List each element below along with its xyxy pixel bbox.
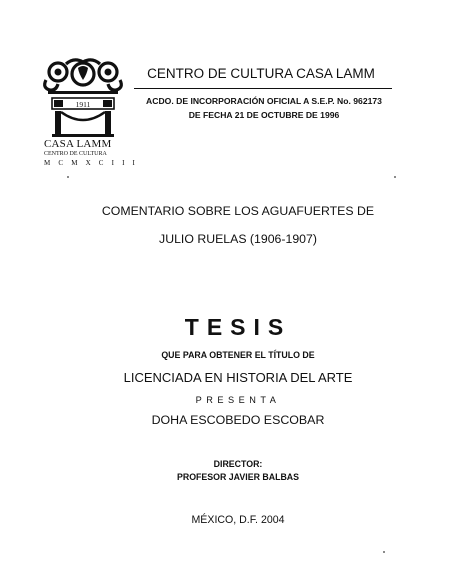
scan-speck	[394, 176, 396, 178]
header-divider	[134, 88, 392, 89]
place-and-date: MÉXICO, D.F. 2004	[191, 514, 285, 526]
director-name: PROFESOR JAVIER BALBAS	[176, 472, 300, 482]
accreditation-line-2: DE FECHA 21 DE OCTUBRE DE 1996	[188, 110, 340, 120]
director-label: DIRECTOR:	[213, 459, 263, 469]
degree-purpose: QUE PARA OBTENER EL TÍTULO DE	[161, 350, 315, 360]
accreditation-line-1: ACDO. DE INCORPORACIÓN OFICIAL A S.E.P. No. 962173	[146, 96, 382, 106]
presents-label: PRESENTA	[195, 395, 281, 405]
author-name: DOHA ESCOBEDO ESCOBAR	[151, 413, 325, 427]
scan-speck	[383, 551, 385, 553]
thesis-title-line-1: COMENTARIO SOBRE LOS AGUAFUERTES DE	[101, 204, 375, 218]
scan-speck	[67, 176, 69, 178]
institution-name: CENTRO DE CULTURA CASA LAMM	[147, 66, 375, 81]
casa-lamm-emblem-icon	[40, 58, 126, 138]
thesis-title-line-2: JULIO RUELAS (1906-1907)	[159, 232, 317, 246]
document-type-heading: TESIS	[184, 314, 292, 340]
logo-year: 1911	[75, 100, 91, 109]
degree-name: LICENCIADA EN HISTORIA DEL ARTE	[123, 370, 353, 385]
logo-roman-year: M C M X C I I I	[44, 159, 139, 167]
logo-name: CASA LAMM	[44, 138, 112, 150]
logo-subtitle: CENTRO DE CULTURA	[44, 151, 107, 157]
